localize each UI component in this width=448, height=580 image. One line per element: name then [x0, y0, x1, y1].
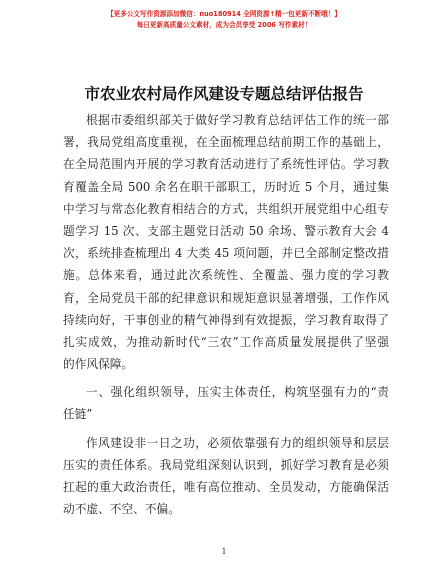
body-line: 育，全局党员干部的纪律意识和规矩意识显著增强，工作作风 — [63, 290, 389, 305]
body-line: 扎实成效，为推动新时代“三农”工作高质量发展提供了坚强 — [63, 334, 389, 349]
promo-line-1: 【更多公文写作资源添加微信：nuo180914 全网资源↑精一包更新不断哦！】 — [107, 10, 341, 18]
body-line: 育覆盖全局 500 余名在职干部职工，历时近 5 个月，通过集 — [63, 179, 389, 194]
body-line: 扛起的重大政治责任，唯有高位推动、全员发动，方能确保活 — [63, 480, 389, 494]
body-line: 中学习与常态化教育相结合的方式，共组织开展党组中心组专 — [63, 201, 389, 216]
body-line: 根据市委组织部关于做好学习教育总结评估工作的统一部 — [86, 113, 389, 127]
body-line: 在全局范围内开展的学习教育活动进行了系统性评估。学习教 — [63, 157, 389, 172]
body-line: 动不虚、不空、不偏。 — [63, 502, 180, 517]
body-line: 署，我局党组高度重视，在全面梳理总结前期工作的基础上， — [63, 135, 389, 150]
body-line: 次，系统排查梳理出 4 大类 45 项问题，并已全部制定整改措 — [63, 246, 389, 261]
page-number: 1 — [221, 547, 227, 556]
section-heading-line: 任链” — [63, 407, 93, 422]
body-line: 作风建设非一日之功，必须依靠强有力的组织领导和层层 — [86, 435, 389, 450]
section-heading-line: 一、强化组织领导，压实主体责任，构筑坚强有力的“责 — [86, 385, 389, 400]
body-line: 的作风保障。 — [63, 357, 134, 372]
document-body — [63, 109, 389, 520]
body-line: 施。总体来看，通过此次系统性、全覆盖、强力度的学习教 — [63, 268, 389, 283]
body-line: 题学习 15 次、支部主题党日活动 50 余场、警示教育大会 4 — [63, 223, 389, 238]
document-title: 市农业农村局作风建设专题总结评估报告 — [84, 85, 364, 103]
promo-banner — [0, 9, 448, 31]
body-line: 压实的责任体系。我局党组深刻认识到，抓好学习教育是必须 — [63, 457, 389, 472]
body-line: 持续向好，干事创业的精气神得到有效提振，学习教育取得了 — [63, 312, 389, 327]
promo-line-2: 每日更新高质量公文素材，成为会员享受 2006 写作素材！ — [136, 21, 312, 29]
